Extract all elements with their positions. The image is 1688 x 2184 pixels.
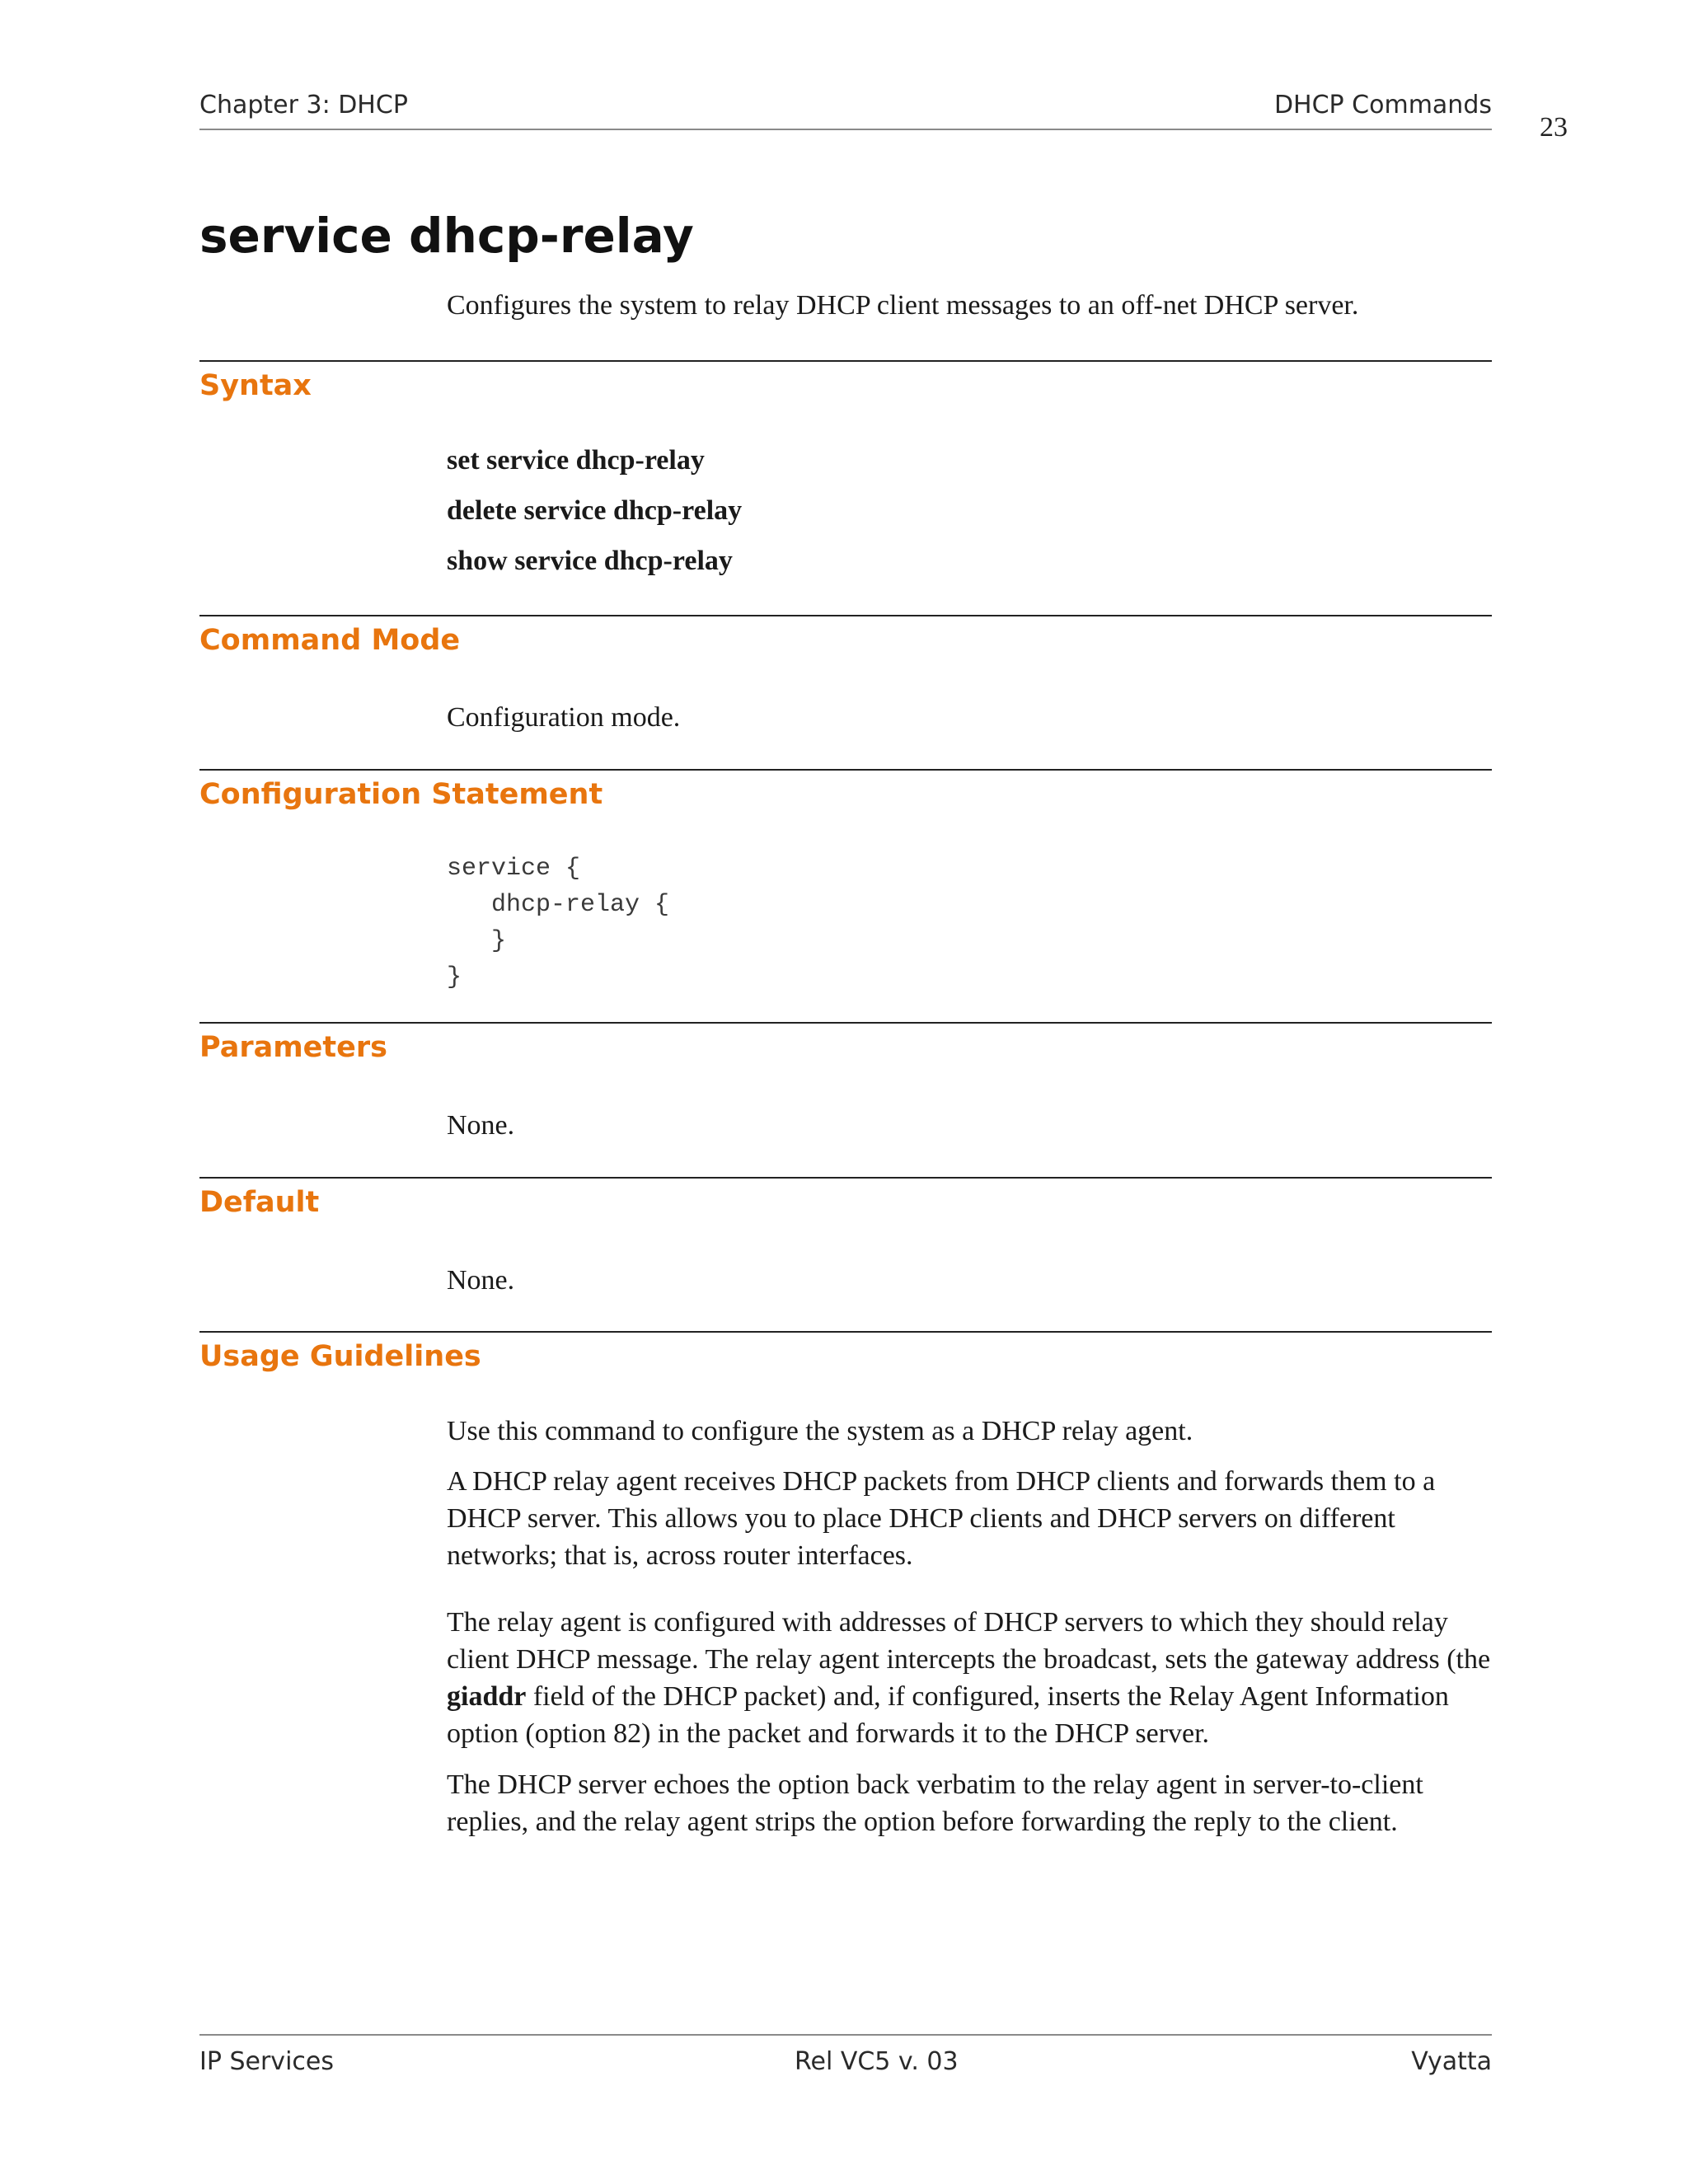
- chapter-label: Chapter 3: DHCP: [199, 91, 408, 120]
- running-header: [199, 89, 1492, 130]
- command-mode-text: Configuration mode.: [447, 702, 681, 733]
- usage-paragraph: [447, 1604, 1493, 1752]
- command-description: Configures the system to relay DHCP client messages to an off-net DHCP server.: [447, 290, 1359, 321]
- usage-text: field of the DHCP packet) and, if configured, inserts the Relay Agent Information option (option 82) in the packet and forwards it to the DHCP server.: [447, 1681, 1449, 1749]
- running-footer: [199, 2034, 1492, 2085]
- syntax-set: set service dhcp-relay: [447, 445, 705, 476]
- page-title: service dhcp-relay: [199, 208, 694, 264]
- default-text: None.: [447, 1265, 515, 1296]
- usage-paragraph: A DHCP relay agent receives DHCP packets from DHCP clients and forwards them to a DHCP server. This allows you to place DHCP clients and DHCP servers on different networks; that is, across router interfaces.: [447, 1466, 1436, 1571]
- usage-text: The relay agent is configured with addresses of DHCP servers to which they should relay client DHCP message. The relay agent intercepts the broadcast, sets the gateway address (the: [447, 1607, 1491, 1675]
- section-divider: [199, 1331, 1492, 1333]
- section-divider: [199, 769, 1492, 771]
- footer-right: Vyatta: [1411, 2047, 1492, 2076]
- config-statement-code: service { dhcp-relay { } }: [447, 855, 670, 991]
- footer-left: IP Services: [199, 2047, 334, 2076]
- parameters-text: None.: [447, 1110, 515, 1141]
- section-divider: [199, 615, 1492, 616]
- syntax-heading: Syntax: [199, 369, 312, 402]
- section-divider: [199, 1177, 1492, 1179]
- page-number: 23: [1540, 112, 1568, 143]
- default-heading: Default: [199, 1186, 320, 1219]
- usage-guidelines-heading: Usage Guidelines: [199, 1340, 481, 1373]
- config-statement-heading: Configuration Statement: [199, 778, 603, 811]
- syntax-show: show service dhcp-relay: [447, 546, 733, 576]
- section-divider: [199, 1022, 1492, 1024]
- syntax-delete: delete service dhcp-relay: [447, 495, 743, 526]
- usage-paragraph: Use this command to configure the system as a DHCP relay agent.: [447, 1416, 1193, 1446]
- parameters-heading: Parameters: [199, 1031, 387, 1064]
- usage-paragraph: The DHCP server echoes the option back verbatim to the relay agent in server-to-client replies, and the relay agent strips the option before forwarding the reply to the client.: [447, 1769, 1423, 1837]
- giaddr-term: giaddr: [447, 1681, 527, 1712]
- command-mode-heading: Command Mode: [199, 624, 461, 657]
- footer-center: Rel VC5 v. 03: [795, 2047, 959, 2076]
- section-divider: [199, 360, 1492, 362]
- section-label: DHCP Commands: [1273, 91, 1492, 120]
